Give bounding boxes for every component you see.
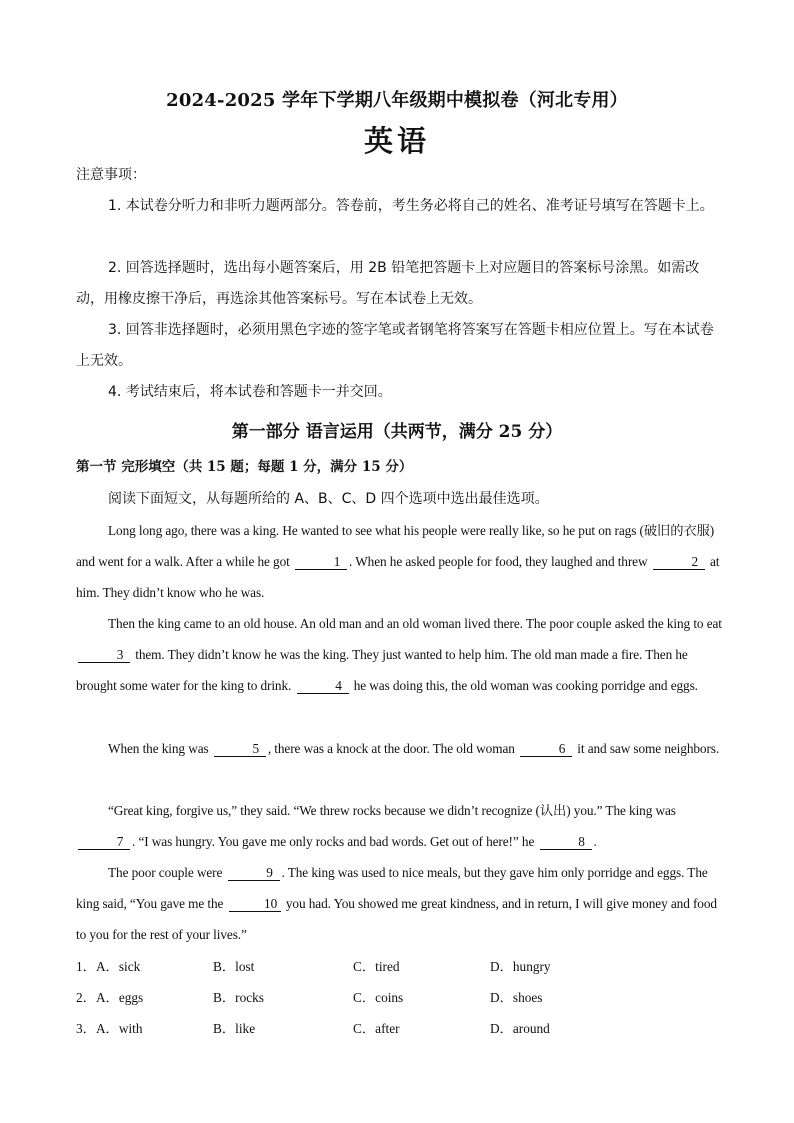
p3-text-c: , there was a knock at the door. The old woman xyxy=(267,741,515,756)
question-3-option-d[interactable]: D．around xyxy=(490,1021,550,1036)
passage-paragraph-2 xyxy=(76,608,726,701)
passage-paragraph-3 xyxy=(76,733,726,764)
question-3-options xyxy=(76,1013,726,1044)
cloze-instruction: 阅读下面短文，从每题所给的 A、B、C、D 四个选项中选出最佳选项。 xyxy=(108,491,549,507)
question-1-option-c[interactable]: C．tired xyxy=(353,959,400,974)
question-number: 2． xyxy=(76,990,96,1005)
blank-9: 9 xyxy=(228,865,280,881)
blank-7: 7 xyxy=(78,834,130,850)
p2-text-a: Then the king came to an old house. An old man and an old woman lived there. The poor couple asked the king to eat xyxy=(108,616,722,631)
p5-text-d: you had. You showed me great kindness, and in return, I will give money and food to you for the rest of your lives.” xyxy=(76,896,717,942)
blank-4: 4 xyxy=(297,678,349,694)
option-text: A．with xyxy=(95,1021,143,1036)
p3-text-d: it and saw some neighbors. xyxy=(577,741,720,756)
question-2-option-d[interactable]: D．shoes xyxy=(490,990,543,1005)
p3-text-a: When the king was xyxy=(108,741,209,756)
question-2-option-a[interactable] xyxy=(76,982,143,1013)
option-text: A．eggs xyxy=(95,990,144,1005)
p1-text-a: Long long ago, there was a king. He wanted to see what his people were really like, so he put on rags (破旧的衣服) and went for a walk. After a while he got xyxy=(76,523,715,569)
blank-2: 2 xyxy=(653,554,705,570)
note-item-4: 4. 考试结束后，将本试卷和答题卡一并交回。 xyxy=(108,384,392,400)
part-one-title: 第一部分 语言运用（共两节，满分 25 分） xyxy=(231,422,563,442)
blank-8: 8 xyxy=(540,834,592,850)
passage-paragraph-5 xyxy=(76,857,726,950)
p1-text-c: . When he asked people for food, they laughed and threw xyxy=(348,554,648,569)
note-item-2: 2. 回答选择题时，选出每小题答案后，用 2B 铅笔把答题卡上对应题目的答案标号涂黑。如需改动，用橡皮擦干净后，再选涂其他答案标号。写在本试卷上无效。 xyxy=(76,260,700,307)
passage-paragraph-4 xyxy=(76,795,726,857)
notes-heading: 注意事项： xyxy=(76,167,146,183)
p4-text-a: “Great king, forgive us,” they said. “We threw rocks because we didn’t recognize (认出) you.” The king was xyxy=(108,803,676,818)
section-one-title: 第一节 完形填空（共 15 题；每题 1 分，满分 15 分） xyxy=(76,459,413,475)
p5-text-c: . The king was used to nice meals, but they gave him only porridge and eggs. The king said, “You gave me the xyxy=(76,865,708,911)
subject-title: 英语 xyxy=(363,124,430,158)
question-1-option-b[interactable]: B．lost xyxy=(213,959,255,974)
option-text: A．sick xyxy=(95,959,141,974)
question-2-option-c[interactable]: C．coins xyxy=(353,990,404,1005)
passage-paragraph-1 xyxy=(76,515,726,608)
blank-1: 1 xyxy=(295,554,347,570)
question-number: 1． xyxy=(76,959,96,974)
p5-text-a: The poor couple were xyxy=(108,865,223,880)
question-2-options xyxy=(76,982,726,1013)
blank-6: 6 xyxy=(520,741,572,757)
p2-text-c: them. They didn’t know he was the king. They just wanted to help him. The old man made a fire. Then he brought some water for the king to drink. xyxy=(76,647,688,693)
p4-text-d: . xyxy=(593,834,597,849)
exam-title: 2024-2025 学年下学期八年级期中模拟卷（河北专用） xyxy=(166,90,628,111)
note-item-3: 3. 回答非选择题时，必须用黑色字迹的签字笔或者钢笔将答案写在答题卡相应位置上。写在本试卷上无效。 xyxy=(76,322,714,369)
question-1-option-a[interactable] xyxy=(76,951,140,982)
note-item-1: 1. 本试卷分听力和非听力题两部分。答卷前，考生务必将自己的姓名、准考证号填写在答题卡上。 xyxy=(108,198,714,214)
question-3-option-b[interactable]: B．like xyxy=(213,1021,256,1036)
p2-text-d: he was doing this, the old woman was cooking porridge and eggs. xyxy=(353,678,698,693)
blank-10: 10 xyxy=(229,896,281,912)
question-2-option-b[interactable]: B．rocks xyxy=(213,990,264,1005)
question-number: 3． xyxy=(76,1021,96,1036)
p4-text-c: . “I was hungry. You gave me only rocks and bad words. Get out of here!” he xyxy=(132,834,535,849)
blank-5: 5 xyxy=(214,741,266,757)
p1-text-d: at him. They didn’t know who he was. xyxy=(76,554,720,600)
question-1-options xyxy=(76,951,726,982)
question-3-option-a[interactable] xyxy=(76,1013,143,1044)
question-3-option-c[interactable]: C．after xyxy=(353,1021,400,1036)
blank-3: 3 xyxy=(78,647,130,663)
question-1-option-d[interactable]: D．hungry xyxy=(490,959,551,974)
